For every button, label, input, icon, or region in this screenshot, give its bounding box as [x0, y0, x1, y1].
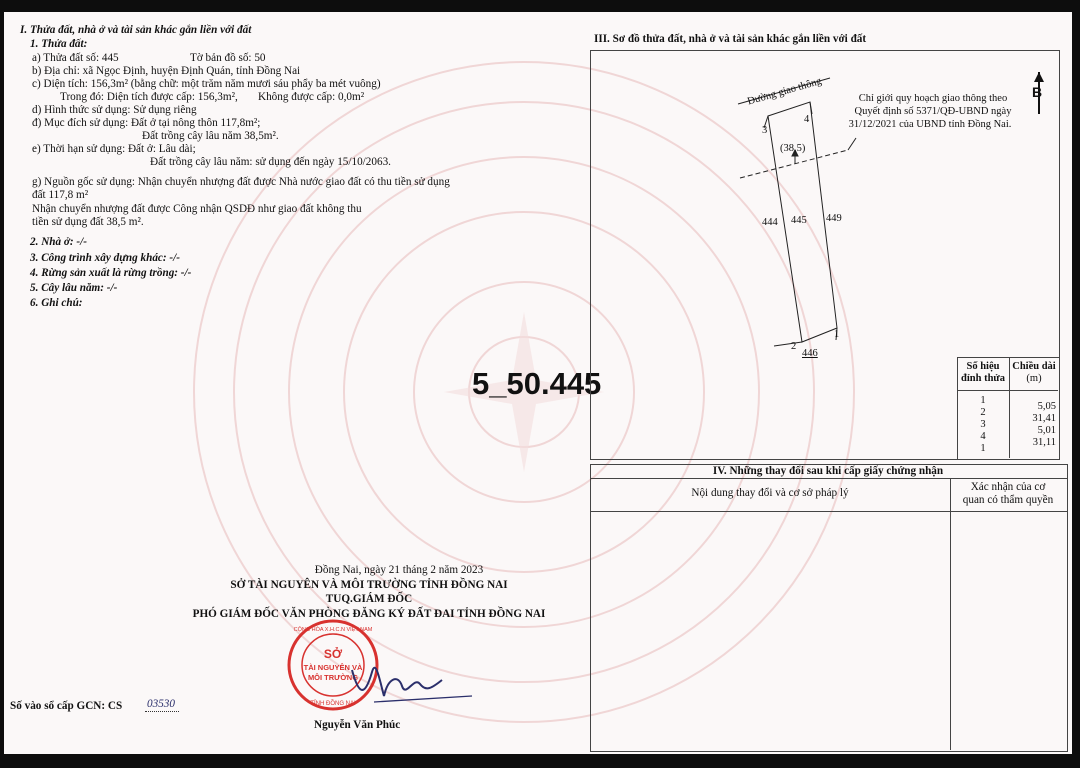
- changes-table-divider: [950, 478, 951, 750]
- table-row-length: 31,11: [1032, 437, 1056, 448]
- changes-col-confirm-2: quan có thẩm quyền: [962, 494, 1054, 506]
- overlay-code: 5_50.445: [472, 366, 602, 401]
- planning-note-1: Chỉ giới quy hoạch giao thông theo: [858, 93, 1008, 104]
- land-certificate-page: [4, 12, 1072, 754]
- changes-table: [590, 464, 1068, 752]
- svg-text:SỞ: SỞ: [323, 647, 343, 661]
- usage-purpose-2: Đất trồng cây lâu năm 38,5m².: [142, 130, 279, 142]
- svg-text:TỈNH ĐỒNG NAI: TỈNH ĐỒNG NAI: [310, 701, 356, 707]
- origin-3: Nhận chuyển nhượng đất được Công nhận QSDĐ như giao đất không thu: [32, 203, 362, 215]
- parcel-444: 444: [762, 217, 778, 228]
- registry-number: 03530: [145, 698, 179, 712]
- section3-heading: III. Sơ đồ thửa đất, nhà ở và tài sản khác gắn liền với đất: [594, 33, 867, 45]
- not-granted-area: Không được cấp: 0,0m²: [258, 91, 365, 103]
- land-title: 1. Thửa đất:: [30, 38, 88, 50]
- col-length-header-1: Chiều dài: [1012, 361, 1056, 372]
- table-row-vertex: 4: [980, 431, 986, 442]
- signer-name: Nguyễn Văn Phúc: [314, 719, 401, 731]
- usage-term: e) Thời hạn sử dụng: Đất ở: Lâu dài;: [32, 143, 196, 155]
- signer-title: PHÓ GIÁM ĐỐC VĂN PHÒNG ĐĂNG KÝ ĐẤT ĐAI TỈNH ĐỒNG NAI: [192, 608, 546, 620]
- usage-term-2: Đất trồng cây lâu năm: sử dụng đến ngày 15/10/2063.: [150, 156, 391, 168]
- table-row-vertex: 3: [980, 419, 986, 430]
- planning-note-3: 31/12/2021 của UBND tỉnh Đồng Nai.: [848, 119, 1012, 130]
- item-notes: 6. Ghi chú:: [30, 297, 83, 309]
- tuq-line: TUQ.GIÁM ĐỐC: [325, 593, 413, 605]
- registry-label: Số vào sổ cấp GCN: CS: [10, 700, 123, 712]
- table-row-vertex: 1: [980, 395, 986, 406]
- planning-note-2: Quyết định số 5371/QĐ-UBND ngày: [854, 106, 1012, 117]
- vertex-4: 4: [804, 114, 810, 125]
- north-label: B: [1032, 84, 1043, 100]
- table-row-length: 5,05: [1037, 401, 1056, 412]
- handwritten-signature: [344, 652, 474, 712]
- usage-form: d) Hình thức sử dụng: Sử dụng riêng: [32, 104, 197, 116]
- table-row-length: 31,41: [1032, 413, 1056, 424]
- origin-4: tiền sử dụng đất 38,5 m².: [32, 216, 144, 228]
- changes-table-divider: [590, 511, 1067, 512]
- changes-table-divider: [590, 478, 1067, 479]
- vertex-2: 2: [791, 341, 797, 352]
- item-perennial: 5. Cây lâu năm: -/-: [30, 282, 118, 294]
- issuing-org: SỞ TÀI NGUYÊN VÀ MÔI TRƯỜNG TỈNH ĐỒNG NAI: [230, 579, 508, 591]
- col-vertex-header-1: Số hiệu: [966, 361, 1000, 372]
- granted-area: Trong đó: Diện tích được cấp: 156,3m²,: [60, 91, 238, 103]
- section4-heading: IV. Những thay đổi sau khi cấp giấy chứng nhận: [712, 465, 944, 477]
- svg-text:CỘNG HÒA X.H.C.N VIỆT NAM: CỘNG HÒA X.H.C.N VIỆT NAM: [293, 627, 373, 633]
- parcel-number: a) Thửa đất số: 445: [32, 52, 119, 64]
- area-label: (38,5): [780, 143, 806, 154]
- parcel-445: 445: [791, 215, 807, 226]
- date-line: Đồng Nai, ngày 21 tháng 2 năm 2023: [314, 564, 484, 576]
- vertex-1: 1: [834, 329, 840, 340]
- table-divider: [957, 390, 1058, 391]
- item-house: 2. Nhà ở: -/-: [30, 236, 87, 248]
- table-row-vertex: 1: [980, 443, 986, 454]
- table-row-vertex: 2: [980, 407, 986, 418]
- changes-col-confirm-1: Xác nhận của cơ: [970, 481, 1046, 493]
- parcel-446: 446: [802, 348, 818, 359]
- svg-text:MÔI TRƯỜNG: MÔI TRƯỜNG: [307, 673, 359, 682]
- origin: g) Nguồn gốc sử dụng: Nhận chuyển nhượng đất được Nhà nước giao đất có thu tiền sử dụng: [32, 176, 450, 188]
- vertex-3: 3: [762, 125, 768, 136]
- item-construction: 3. Công trình xây dựng khác: -/-: [30, 252, 180, 264]
- usage-purpose: đ) Mục đích sử dụng: Đất ở tại nông thôn 117,8m²;: [32, 117, 261, 129]
- parcel-449: 449: [826, 213, 842, 224]
- section1-heading: I. Thửa đất, nhà ở và tài sản khác gắn liền với đất: [20, 24, 252, 36]
- col-length-header-2: (m): [1026, 373, 1042, 384]
- item-forest: 4. Rừng sản xuất là rừng trồng: -/-: [30, 267, 192, 279]
- address: b) Địa chỉ: xã Ngọc Định, huyện Định Quán, tỉnh Đồng Nai: [32, 65, 301, 77]
- table-row-length: 5,01: [1037, 425, 1056, 436]
- col-vertex-header-2: đỉnh thửa: [961, 373, 1005, 384]
- origin-2: đất 117,8 m²: [32, 189, 89, 201]
- map-sheet-number: Tờ bản đồ số: 50: [190, 52, 266, 64]
- svg-text:TÀI NGUYÊN VÀ: TÀI NGUYÊN VÀ: [303, 663, 363, 672]
- changes-col-content: Nội dung thay đổi và cơ sở pháp lý: [691, 487, 849, 499]
- area: c) Diện tích: 156,3m² (bằng chữ: một trăm năm mươi sáu phẩy ba mét vuông): [32, 78, 381, 90]
- road-label: Đường giao thông: [746, 75, 823, 108]
